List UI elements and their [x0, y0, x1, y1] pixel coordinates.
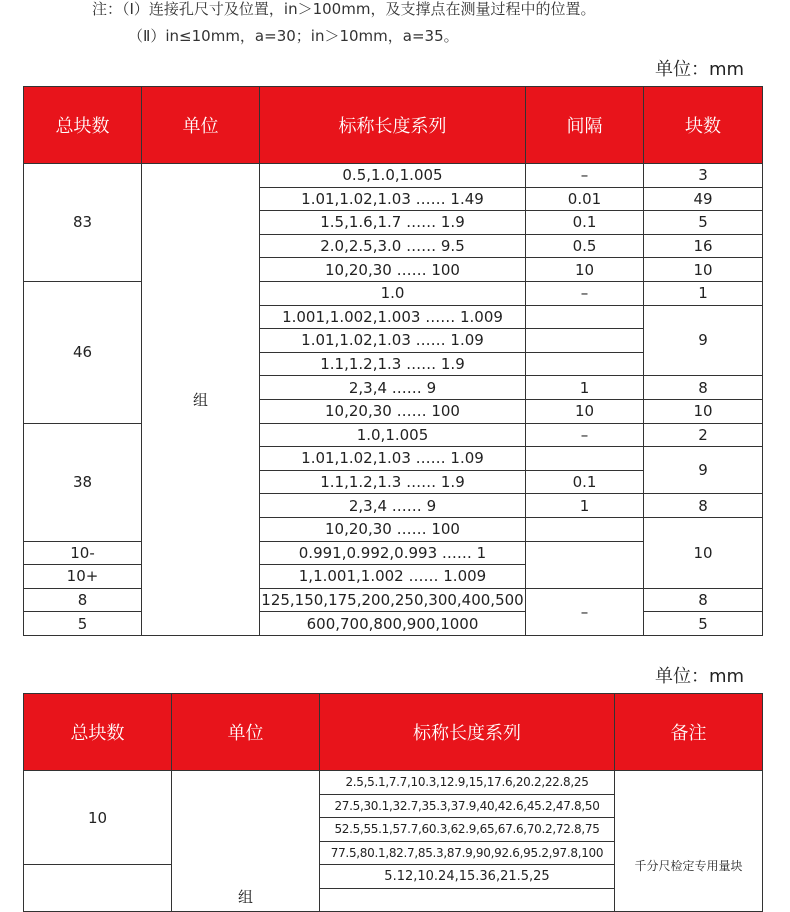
series-cell: 2,3,4 …… 9	[260, 376, 526, 400]
note-line-2: （Ⅱ）in≤10mm，a=30；in＞10mm，a=35。	[128, 27, 459, 45]
table2-unit-label: 单位：mm	[655, 666, 745, 687]
series-cell: 1.5,1.6,1.7 …… 1.9	[260, 211, 526, 235]
total-cell: 10+	[24, 565, 142, 589]
count-cell: 10	[644, 399, 763, 423]
header-nominal-series: 标称长度系列	[260, 87, 526, 164]
count-cell: 9	[644, 305, 763, 376]
series-cell: 10,20,30 …… 100	[260, 258, 526, 282]
table-row	[24, 423, 763, 447]
series-cell: 10,20,30 …… 100	[260, 517, 526, 541]
header-remark: 备注	[615, 694, 763, 771]
interval-cell	[526, 352, 644, 376]
count-cell: 8	[644, 494, 763, 518]
header-unit: 单位	[142, 87, 260, 164]
count-cell: 8	[644, 588, 763, 612]
unit-cell: 组	[172, 771, 320, 912]
total-cell: 10	[24, 771, 172, 865]
series-cell: 1.1,1.2,1.3 …… 1.9	[260, 470, 526, 494]
total-cell: 38	[24, 423, 142, 541]
series-cell: 125,150,175,200,250,300,400,500	[260, 588, 526, 612]
series-cell: 52.5,55.1,57.7,60.3,62.9,65,67.6,70.2,72.8,75	[320, 818, 615, 842]
table-row	[24, 771, 763, 795]
table-row	[24, 164, 763, 188]
table2-header-row	[24, 694, 763, 771]
count-cell: 8	[644, 376, 763, 400]
interval-cell: 0.01	[526, 187, 644, 211]
table-row	[24, 588, 763, 612]
count-cell: 5	[644, 612, 763, 636]
table1-header-row	[24, 87, 763, 164]
table-row	[24, 612, 763, 636]
count-cell: 10	[644, 258, 763, 282]
interval-cell: 10	[526, 399, 644, 423]
total-cell: 8	[24, 588, 142, 612]
interval-cell	[526, 329, 644, 353]
series-cell: 1,1.001,1.002 …… 1.009	[260, 565, 526, 589]
count-cell: 16	[644, 234, 763, 258]
gauge-block-table	[23, 86, 763, 636]
series-cell: 2,3,4 …… 9	[260, 494, 526, 518]
series-cell: 10,20,30 …… 100	[260, 399, 526, 423]
series-cell: 2.5,5.1,7.7,10.3,12.9,15,17.6,20.2,22.8,25	[320, 771, 615, 795]
total-cell	[24, 865, 172, 912]
header-unit: 单位	[172, 694, 320, 771]
count-cell: 2	[644, 423, 763, 447]
series-cell: 5.12,10.24,15.36,21.5,25	[320, 865, 615, 889]
total-cell: 5	[24, 612, 142, 636]
header-total-blocks: 总块数	[24, 87, 142, 164]
interval-cell: –	[526, 281, 644, 305]
series-cell: 1.01,1.02,1.03 …… 1.09	[260, 447, 526, 471]
interval-cell: 1	[526, 494, 644, 518]
count-cell: 9	[644, 447, 763, 494]
total-cell: 83	[24, 164, 142, 282]
table1-unit-label: 单位：mm	[655, 59, 745, 80]
series-cell: 1.1,1.2,1.3 …… 1.9	[260, 352, 526, 376]
count-cell: 5	[644, 211, 763, 235]
header-total-blocks: 总块数	[24, 694, 172, 771]
series-cell: 1.01,1.02,1.03 …… 1.09	[260, 329, 526, 353]
interval-cell: 0.1	[526, 211, 644, 235]
series-cell: 1.0	[260, 281, 526, 305]
header-interval: 间隔	[526, 87, 644, 164]
interval-cell: 0.5	[526, 234, 644, 258]
count-cell: 49	[644, 187, 763, 211]
series-cell	[320, 888, 615, 912]
interval-cell	[526, 305, 644, 329]
interval-cell	[526, 541, 644, 588]
header-block-count: 块数	[644, 87, 763, 164]
count-cell: 1	[644, 281, 763, 305]
table-row	[24, 281, 763, 305]
total-cell: 46	[24, 281, 142, 423]
interval-cell	[526, 447, 644, 471]
interval-cell	[526, 517, 644, 541]
interval-cell: 1	[526, 376, 644, 400]
count-cell: 3	[644, 164, 763, 188]
series-cell: 27.5,30.1,32.7,35.3,37.9,40,42.6,45.2,47.8,50	[320, 794, 615, 818]
remark-cell: 千分尺检定专用量块	[615, 771, 763, 912]
interval-cell: –	[526, 423, 644, 447]
interval-cell: –	[526, 164, 644, 188]
series-cell: 0.991,0.992,0.993 …… 1	[260, 541, 526, 565]
series-cell: 0.5,1.0,1.005	[260, 164, 526, 188]
series-cell: 1.001,1.002,1.003 …… 1.009	[260, 305, 526, 329]
header-nominal-series: 标称长度系列	[320, 694, 615, 771]
interval-cell: –	[526, 588, 644, 635]
note-line-1: 注：（Ⅰ）连接孔尺寸及位置，in＞100mm，及支撑点在测量过程中的位置。	[92, 0, 596, 18]
unit-cell: 组	[142, 164, 260, 636]
series-cell: 2.0,2.5,3.0 …… 9.5	[260, 234, 526, 258]
interval-cell: 10	[526, 258, 644, 282]
micrometer-gauge-table	[23, 693, 763, 912]
series-cell: 77.5,80.1,82.7,85.3,87.9,90,92.6,95.2,97.8,100	[320, 841, 615, 865]
series-cell: 600,700,800,900,1000	[260, 612, 526, 636]
count-cell: 10	[644, 517, 763, 588]
series-cell: 1.0,1.005	[260, 423, 526, 447]
total-cell: 10-	[24, 541, 142, 565]
series-cell: 1.01,1.02,1.03 …… 1.49	[260, 187, 526, 211]
interval-cell: 0.1	[526, 470, 644, 494]
